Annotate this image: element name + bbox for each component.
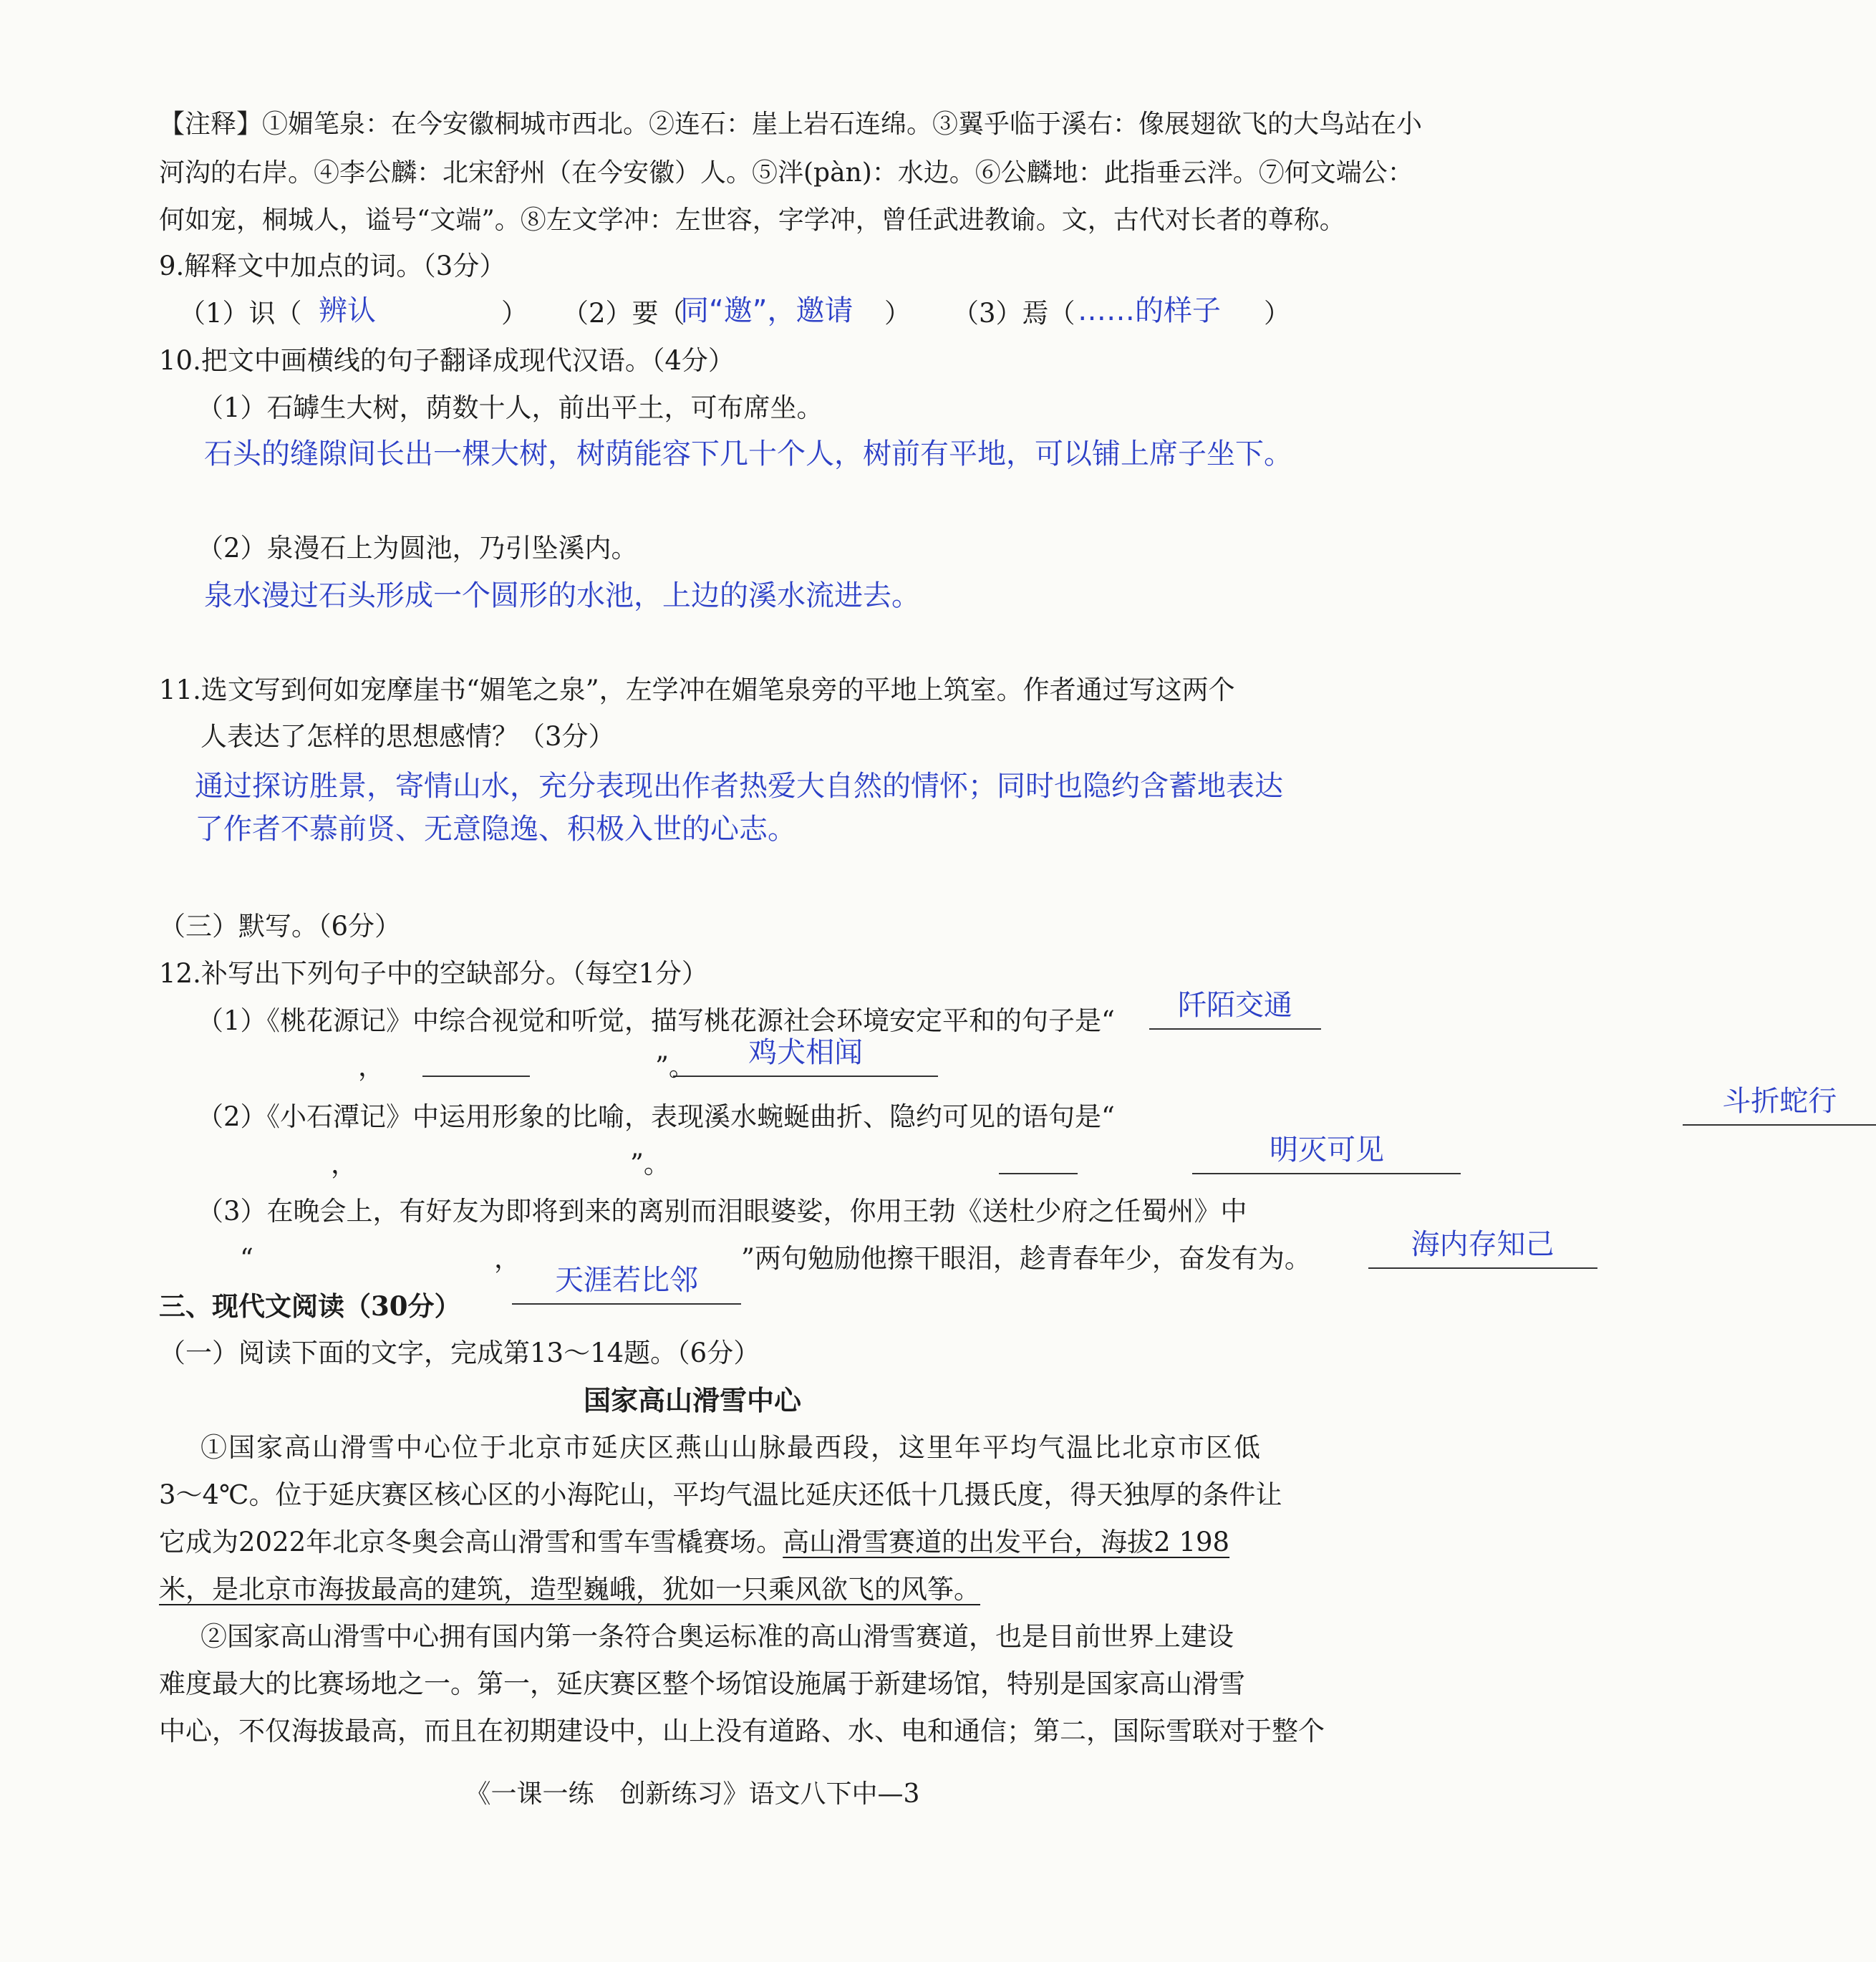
article-underlined-sentence-part-2: 米，是北京市海拔最高的建筑，造型巍峨，犹如一只乘风欲飞的风筝。 bbox=[159, 1574, 980, 1605]
q10-answer-2: 泉水漫过石头形成一个圆形的水池，上边的溪水流进去。 bbox=[204, 579, 920, 612]
q12-item-1-sep: ， bbox=[358, 1051, 385, 1082]
q9-part2-label: （2）要（ bbox=[562, 298, 685, 329]
q12-item-2-sep: ， bbox=[331, 1149, 357, 1179]
q11-answer-line-2: 了作者不慕前贤、无意隐逸、积极入世的心志。 bbox=[195, 813, 796, 846]
article-p2-line-1: ②国家高山滑雪中心拥有国内第一条符合奥运标准的高山滑雪赛道，也是目前世界上建设 bbox=[200, 1621, 1234, 1652]
q12-item-1-answer-2: 鸡犬相闻 bbox=[748, 1036, 864, 1069]
reading-instructions: （一）阅读下面的文字，完成第13～14题。（6分） bbox=[159, 1338, 760, 1368]
q11-stem-line-1: 11.选文写到何如宠摩崖书“媚笔之泉”，左学冲在媚笔泉旁的平地上筑室。作者通过写这两个 bbox=[159, 675, 1235, 705]
q12-item-2-blank-2 bbox=[1192, 1134, 1461, 1174]
q12-item-1-blank-1-cont bbox=[422, 1044, 530, 1077]
q12-item-3-answer-2: 天涯若比邻 bbox=[555, 1264, 698, 1297]
q10-stem: 10.把文中画横线的句子翻译成现代汉语。（4分） bbox=[159, 345, 735, 376]
modern-reading-title: 三、现代文阅读（30分） bbox=[159, 1290, 461, 1322]
note-line-1: 【注释】①媚笔泉：在今安徽桐城市西北。②连石：崖上岩石连绵。③翼乎临于溪右：像展翅欲飞的大鸟站在小 bbox=[159, 110, 1423, 139]
q12-item-2-answer-2: 明灭可见 bbox=[1269, 1134, 1384, 1166]
q12-item-3-text: （3）在晚会上，有好友为即将到来的离别而泪眼婆娑，你用王勃《送杜少府之任蜀州》中 bbox=[197, 1196, 1247, 1227]
q12-item-1-blank-1 bbox=[1149, 989, 1321, 1030]
q12-item-1-answer-1: 阡陌交通 bbox=[1178, 989, 1292, 1022]
q11-answer-line-1: 通过探访胜景，寄情山水，充分表现出作者热爱大自然的情怀；同时也隐约含蓄地表达 bbox=[195, 770, 1283, 803]
q12-item-3-open: “ bbox=[240, 1243, 253, 1274]
q12-item-2-answer-1: 斗折蛇行 bbox=[1722, 1085, 1837, 1118]
article-p2-line-3: 中心，不仅海拔最高，而且在初期建设中，山上没有道路、水、电和通信；第二，国际雪联对于整个 bbox=[159, 1716, 1325, 1746]
q9-part3-close: ） bbox=[1264, 298, 1290, 329]
note-line-2: 河沟的右岸。④李公麟：北宋舒州（在今安徽）人。⑤泮(pàn)：水边。⑥公麟地：此指垂云泮。⑦何文端公： bbox=[159, 158, 1413, 188]
q12-item-3-blank-2 bbox=[512, 1264, 741, 1305]
page-footer: 《一课一练 创新练习》语文八下中—3 bbox=[465, 1779, 920, 1809]
article-p1-line-2: 3～4℃。位于延庆赛区核心区的小海陀山，平均气温比延庆还低十几摄氏度，得天独厚的条件让 bbox=[159, 1479, 1282, 1510]
q9-stem: 9.解释文中加点的词。（3分） bbox=[159, 251, 506, 281]
q11-stem-line-2: 人表达了怎样的思想感情？（3分） bbox=[200, 721, 615, 752]
q12-item-1-text: （1）《桃花源记》中综合视觉和听觉，描写桃花源社会环境安定平和的句子是“ bbox=[197, 1005, 1115, 1036]
article-underlined-sentence-part-1: 高山滑雪赛道的出发平台，海拔2 198 bbox=[783, 1527, 1230, 1557]
q9-part1-close: ） bbox=[501, 298, 528, 329]
q12-item-3-end: ”两句勉励他擦干眼泪，趁青春年少，奋发有为。 bbox=[741, 1243, 1311, 1274]
q12-item-2-end: ”。 bbox=[630, 1149, 670, 1179]
q10-sentence-2: （2）泉漫石上为圆池，乃引坠溪内。 bbox=[197, 533, 638, 564]
q10-answer-1: 石头的缝隙间长出一棵大树，树荫能容下几十个人，树前有平地，可以铺上席子坐下。 bbox=[204, 438, 1292, 470]
q9-part1-label: （1）识（ bbox=[179, 298, 302, 329]
article-p1-line-1: ①国家高山滑雪中心位于北京市延庆区燕山山脉最西段，这里年平均气温比北京市区低 bbox=[200, 1432, 1262, 1463]
q12-item-2-blank-1 bbox=[1683, 1085, 1876, 1126]
q9-answer-3: ……的样子 bbox=[1078, 294, 1221, 327]
q12-item-1-blank-2 bbox=[673, 1036, 938, 1077]
q9-part2-close: ） bbox=[884, 298, 911, 329]
q12-item-3-sep: ， bbox=[494, 1243, 521, 1274]
dictation-section-title: （三）默写。（6分） bbox=[159, 911, 402, 942]
q12-item-3-answer-1: 海内存知己 bbox=[1411, 1228, 1555, 1261]
article-p2-line-2: 难度最大的比赛场地之一。第一，延庆赛区整个场馆设施属于新建场馆，特别是国家高山滑雪 bbox=[159, 1668, 1245, 1699]
q10-sentence-1: （1）石罅生大树，荫数十人，前出平土，可布席坐。 bbox=[197, 392, 823, 423]
q12-item-3-blank-1 bbox=[1368, 1228, 1597, 1269]
q9-part3-label: （3）焉（ bbox=[952, 298, 1075, 329]
article-title: 国家高山滑雪中心 bbox=[583, 1384, 801, 1416]
q12-item-2-text: （2）《小石潭记》中运用形象的比喻，表现溪水蜿蜒曲折、隐约可见的语句是“ bbox=[197, 1101, 1115, 1132]
q12-stem: 12.补写出下列句子中的空缺部分。（每空1分） bbox=[159, 958, 708, 989]
q12-item-2-blank-1-cont bbox=[999, 1141, 1078, 1174]
article-p1-line-3-text: 它成为2022年北京冬奥会高山滑雪和雪车雪橇赛场。 bbox=[159, 1527, 783, 1557]
q12-item-1-end: ”。 bbox=[655, 1051, 695, 1082]
note-line-3: 何如宠，桐城人，谥号“文端”。⑧左文学冲：左世容，字学冲，曾任武进教谕。文，古代对长者的尊称。 bbox=[159, 206, 1345, 235]
article-p1-line-3 bbox=[159, 1525, 1229, 1560]
q9-answer-2: 同“邀”，邀请 bbox=[680, 294, 854, 327]
q9-answer-1: 辨认 bbox=[319, 294, 376, 327]
